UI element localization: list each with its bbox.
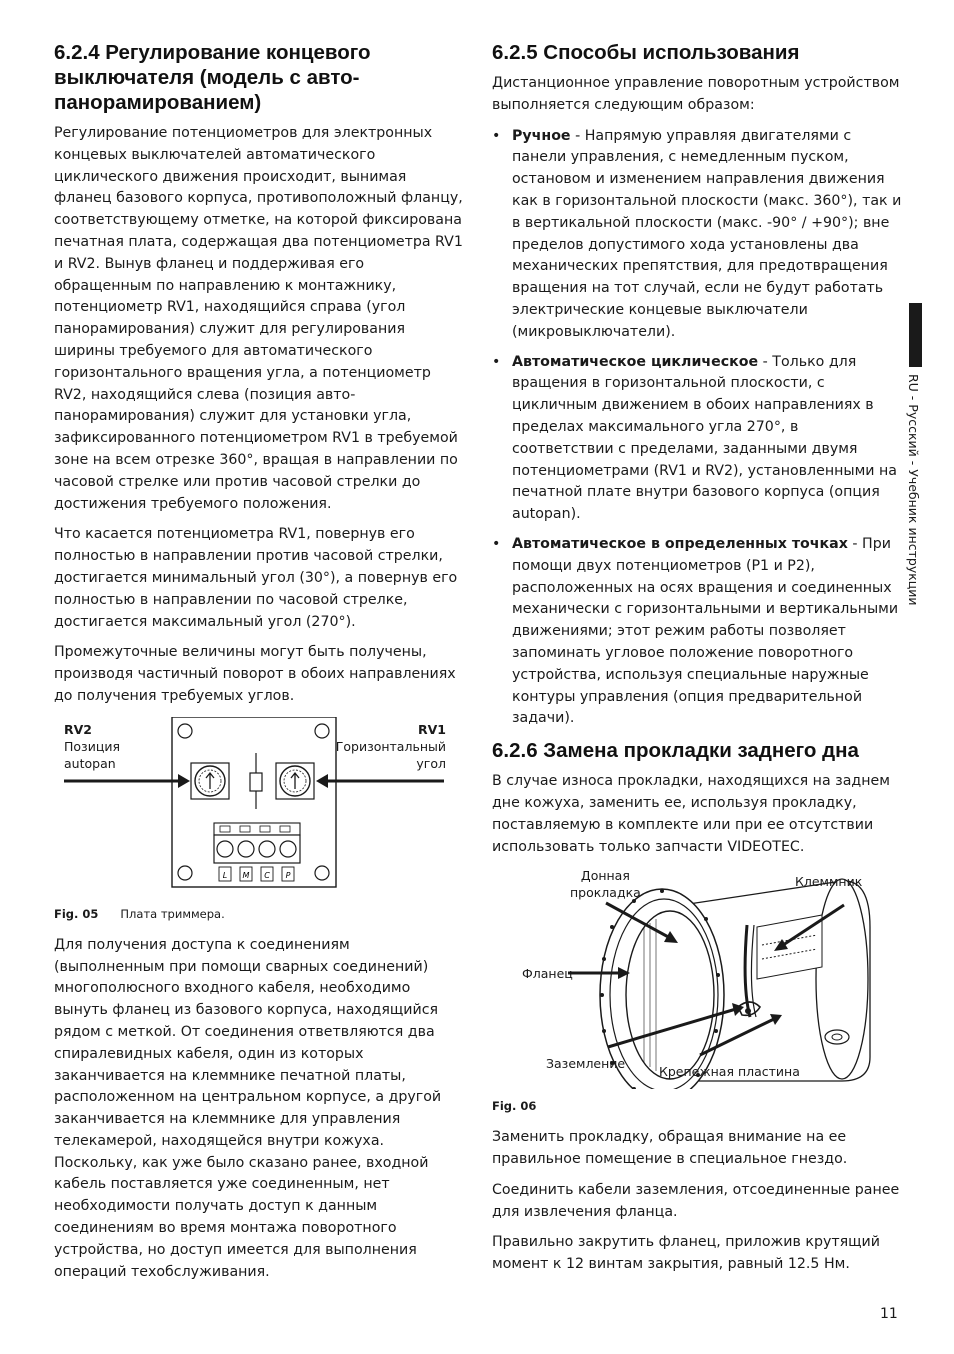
rv2-line2: autopan (64, 755, 116, 771)
list-item (492, 352, 902, 526)
section-heading-6-2-6: 6.2.6 Замена прокладки заднего дна (492, 739, 859, 763)
terminal-label: M (242, 870, 250, 880)
list-item-title: Ручное (512, 127, 571, 144)
figure-number: Fig. 05 (54, 906, 99, 921)
terminal-label: L (222, 870, 228, 880)
section-heading-6-2-5: 6.2.5 Способы использования (492, 41, 800, 64)
figure-05-trimmer-board (54, 717, 446, 897)
paragraph: Регулирование потенциометров для электронных концевых выключателей автоматического циклического движения происходит, вынимая фланец базового корпуса, противоположный фланцу, соответствующему отметке, на которой фиксирована печатная плата, содержащая два потенциометра RV1 и RV2. Вынув фланец и поддерживая его обращенным по направлению к монтажнику, потенциометр RV1, находящийся справа (угол панорамирования) служит для регулирования ширины требуемого для автоматического горизонтального вращения угла, а потенциометр RV2, находящийся слева (позиция авто-панорамирования) служит для установки угла, зафиксированного потенциометром RV1 в требуемой зоне на всем отрезке 360°, вращая в направлении по часовой стрелке или против часовой стрелки до достижения требуемого положения. (54, 125, 463, 512)
figure-caption (54, 907, 464, 921)
ground-label: Заземление (546, 1056, 626, 1072)
paragraph: Промежуточные величины могут быть получены, производя частичный поворот в обоих направлениях до получения требуемых углов. (54, 644, 456, 704)
rv1-line2: угол (416, 755, 446, 771)
list-item-title: Автоматическое в определенных точках (512, 535, 848, 552)
list-item-text: - Напрямую управляя двигателями с панели управления, с немедленным пуском, остановом и изменением направления движения как в горизонтальной плоскости (макс. 360°), так и в вертикальной плоскости (макс. -90° / +90°); вне пределов допустимого хода установлены два механических препятствия, для предотвращения вращения на тот случай, если не будут работать электрические концевые выключатели (микровыключатели). (512, 127, 902, 340)
section-heading-6-2-4: 6.2.4 Регулирование концевого выключателя (модель с авто-панорамированием) (54, 41, 371, 114)
bullet-icon: • (492, 127, 501, 144)
list-item-text: - Только для вращения в горизонтальной плоскости, с цикличным движением в обоих направлениях в пределах максимального угла 270°, в соответствии с пределами, заданными двумя потенциометрами (RV1 и RV2), установленными на печатной плате внутри базового корпуса (опция autopan). (512, 353, 897, 523)
terminal-label: Клеммник (795, 874, 863, 890)
gasket-label-line1: Донная (580, 868, 630, 884)
bullet-icon: • (492, 535, 501, 552)
trimmer-board-drawing (54, 717, 446, 897)
rv2-line1: Позиция (64, 738, 120, 754)
paragraph: Заменить прокладку, обращая внимание на ее правильное помещение в специальное гнездо. (492, 1129, 848, 1168)
gasket-label (570, 867, 641, 901)
list-item-text: - При помощи двух потенциометров (P1 и P2), расположенных на осях вращения и соединенных механически с горизонтальными и вертикальными движениями; этот режим работы позволяет запоминать угловое положение поворотного устройства, используя специальные наружные контуры управления (опция предварительной задачи). (512, 535, 899, 727)
page-number: 11 (880, 1306, 898, 1322)
gasket-label-line2: прокладка (570, 885, 641, 901)
flange-label: Фланец (522, 966, 573, 982)
right-column (492, 40, 902, 1285)
figure-caption (492, 1099, 902, 1113)
rv1-title: RV1 (418, 721, 446, 737)
figure-caption-text: Плата триммера. (120, 906, 225, 921)
paragraph: Правильно закрутить фланец, приложив крутящий момент к 12 винтам закрытия, равный 12.5 Нм. (492, 1234, 880, 1273)
bullet-icon: • (492, 353, 501, 370)
list-item (492, 126, 902, 344)
language-tab-label: RU - Русский - Учебник инструкции (906, 374, 921, 606)
paragraph: Для получения доступа к соединениям (выполненным при помощи сварных соединений) многополюсного входного кабеля, необходимо вынуть фланец из базового корпуса, находящийся рядом с меткой. От соединения ответвляются два спиралевидных кабеля, один из которых заканчивается на клеммнике печатной платы, расположенном на центральном корпусе, а другой заканчивается на клеммнике для управления телекамерой, находящейся внутри кожуха. Поскольку, как уже было сказано ранее, входной кабель поставляется уже соединенным, нет необходимости получать доступ к данным соединениям во время монтажа поворотного устройства, но доступ имеется для выполнения операций техобслуживания. (54, 936, 442, 1280)
figure-number: Fig. 06 (492, 1099, 537, 1114)
list-item (492, 534, 902, 730)
list-item-title: Автоматическое циклическое (512, 353, 759, 370)
rv2-title: RV2 (64, 721, 92, 737)
bullet-list (492, 126, 902, 731)
mounting-plate-label: Крепежная пластина (659, 1064, 800, 1080)
paragraph: В случае износа прокладки, находящихся на заднем дне кожуха, заменить ее, используя прокладку, поставляемую в комплекте или при ее отсутствии использовать только запчасти VIDEOTEC. (492, 773, 890, 855)
rv1-line1: Горизонтальный (335, 738, 446, 754)
language-tab-marker (909, 303, 922, 367)
paragraph: Что касается потенциометра RV1, повернув его полностью в направлении против часовой стрелки, достигается минимальный угол (30°), а повернув его полностью в направлении по часовой стрелке, достигается максимальный угол (270°). (54, 526, 458, 630)
left-column (54, 40, 464, 1292)
paragraph: Соединить кабели заземления, отсоединенные ранее для извлечения фланца. (492, 1181, 900, 1220)
paragraph: Дистанционное управление поворотным устройством выполняется следующим образом: (492, 75, 900, 113)
terminal-label: C (264, 870, 270, 880)
terminal-label: P (285, 870, 291, 880)
figure-06-rear-gasket (492, 867, 872, 1089)
